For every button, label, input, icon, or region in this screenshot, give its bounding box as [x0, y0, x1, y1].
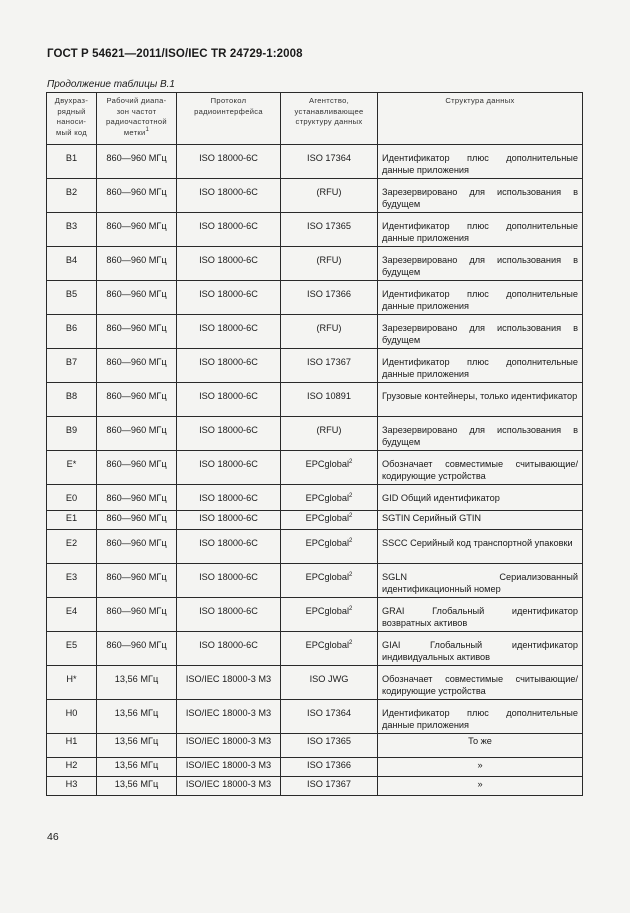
cell-structure: Зарезервировано для использования в будущем [378, 315, 583, 349]
cell-structure: GID Общий идентификатор [378, 485, 583, 511]
cell-structure: Грузовые контейнеры, только идентификатор [378, 383, 583, 417]
cell-protocol: ISO/IEC 18000-3 M3 [177, 758, 281, 777]
table-row [47, 281, 583, 315]
data-structure-table [46, 92, 583, 796]
cell-structure: GIAI Глобальный идентификатор индивидуальных активов [378, 632, 583, 666]
table-caption: Продолжение таблицы В.1 [47, 79, 175, 90]
table-row [47, 383, 583, 417]
cell-code: B8 [47, 383, 97, 417]
table-row [47, 315, 583, 349]
table-header-row [47, 93, 583, 145]
cell-code: E1 [47, 511, 97, 530]
table-row [47, 145, 583, 179]
table-row [47, 632, 583, 666]
cell-frequency: 13,56 МГц [97, 758, 177, 777]
cell-code: B6 [47, 315, 97, 349]
table-row [47, 417, 583, 451]
cell-agency: EPCglobal$^2$ [281, 485, 378, 511]
cell-protocol: ISO 18000-6C [177, 315, 281, 349]
header-structure: Структура данных [378, 93, 583, 145]
cell-frequency: 860—960 МГц [97, 451, 177, 485]
cell-frequency: 860—960 МГц [97, 281, 177, 315]
cell-agency: (RFU) [281, 247, 378, 281]
cell-structure: Идентификатор плюс дополнительные данные приложения [378, 281, 583, 315]
cell-structure: » [378, 758, 583, 777]
cell-structure: Зарезервировано для использования в будущем [378, 247, 583, 281]
cell-agency: EPCglobal$^2$ [281, 451, 378, 485]
cell-agency: ISO 10891 [281, 383, 378, 417]
table-row [47, 511, 583, 530]
cell-frequency: 860—960 МГц [97, 530, 177, 564]
cell-code: H* [47, 666, 97, 700]
cell-protocol: ISO 18000-6C [177, 511, 281, 530]
cell-agency: EPCglobal$^2$ [281, 511, 378, 530]
header-agency: Агентство, устанавливающее структуру данных [281, 93, 378, 145]
header-protocol: Протокол радиоинтерфейса [177, 93, 281, 145]
cell-structure: » [378, 777, 583, 796]
table-row [47, 247, 583, 281]
cell-structure: То же [378, 734, 583, 758]
table-body [47, 145, 583, 796]
cell-protocol: ISO/IEC 18000-3 M3 [177, 777, 281, 796]
cell-protocol: ISO 18000-6C [177, 530, 281, 564]
cell-structure: GRAI Глобальный идентификатор возвратных активов [378, 598, 583, 632]
cell-frequency: 860—960 МГц [97, 632, 177, 666]
footnote-mark: 2 [349, 572, 353, 578]
cell-agency: ISO 17367 [281, 777, 378, 796]
cell-agency: (RFU) [281, 315, 378, 349]
cell-frequency: 860—960 МГц [97, 383, 177, 417]
cell-agency: ISO 17366 [281, 758, 378, 777]
cell-code: E4 [47, 598, 97, 632]
cell-frequency: 860—960 МГц [97, 417, 177, 451]
cell-agency: ISO 17366 [281, 281, 378, 315]
cell-protocol: ISO 18000-6C [177, 383, 281, 417]
table-row [47, 451, 583, 485]
cell-agency: (RFU) [281, 417, 378, 451]
cell-protocol: ISO 18000-6C [177, 247, 281, 281]
cell-agency: ISO 17364 [281, 700, 378, 734]
cell-structure: Зарезервировано для использования в будущем [378, 179, 583, 213]
cell-agency: ISO 17367 [281, 349, 378, 383]
cell-code: E5 [47, 632, 97, 666]
cell-agency: ISO JWG [281, 666, 378, 700]
cell-structure: SGLN Сериализованный идентификационный номер [378, 564, 583, 598]
cell-structure: Идентификатор плюс дополнительные данные приложения [378, 145, 583, 179]
header-footnote-mark: 1 [145, 126, 150, 133]
cell-protocol: ISO 18000-6C [177, 145, 281, 179]
cell-structure: Зарезервировано для использования в будущем [378, 417, 583, 451]
footnote-mark: 2 [349, 640, 353, 646]
cell-protocol: ISO 18000-6C [177, 281, 281, 315]
cell-agency: EPCglobal$^2$ [281, 564, 378, 598]
cell-code: E0 [47, 485, 97, 511]
table-row [47, 530, 583, 564]
cell-protocol: ISO 18000-6C [177, 485, 281, 511]
cell-structure: Идентификатор плюс дополнительные данные приложения [378, 213, 583, 247]
cell-code: B3 [47, 213, 97, 247]
cell-code: B2 [47, 179, 97, 213]
cell-agency: ISO 17364 [281, 145, 378, 179]
cell-frequency: 13,56 МГц [97, 666, 177, 700]
cell-code: B7 [47, 349, 97, 383]
footnote-mark: 2 [349, 459, 353, 465]
cell-code: H0 [47, 700, 97, 734]
table-row [47, 349, 583, 383]
cell-agency: EPCglobal$^2$ [281, 598, 378, 632]
footnote-mark: 2 [349, 493, 353, 499]
footnote-mark: 2 [349, 606, 353, 612]
cell-structure: SSCC Серийный код транспортной упаковки [378, 530, 583, 564]
cell-frequency: 13,56 МГц [97, 734, 177, 758]
cell-code: H2 [47, 758, 97, 777]
footnote-mark: 2 [349, 513, 353, 519]
table-row [47, 598, 583, 632]
table-row [47, 734, 583, 758]
cell-protocol: ISO 18000-6C [177, 179, 281, 213]
table-row [47, 213, 583, 247]
cell-code: B9 [47, 417, 97, 451]
cell-frequency: 860—960 МГц [97, 564, 177, 598]
header-frequency: Рабочий диапа-зон частот радиочастотной метки$^1$ [97, 93, 177, 145]
cell-frequency: 860—960 МГц [97, 213, 177, 247]
cell-protocol: ISO 18000-6C [177, 451, 281, 485]
cell-protocol: ISO 18000-6C [177, 564, 281, 598]
cell-frequency: 860—960 МГц [97, 315, 177, 349]
cell-frequency: 13,56 МГц [97, 777, 177, 796]
table-row [47, 179, 583, 213]
cell-protocol: ISO 18000-6C [177, 632, 281, 666]
header-code: Двухраз-рядный наноси-мый код [47, 93, 97, 145]
cell-protocol: ISO/IEC 18000-3 M3 [177, 666, 281, 700]
table-row [47, 700, 583, 734]
cell-frequency: 860—960 МГц [97, 349, 177, 383]
cell-agency: EPCglobal$^2$ [281, 530, 378, 564]
cell-agency: ISO 17365 [281, 213, 378, 247]
cell-structure: Обозначает совместимые считывающие/кодирующие устройства [378, 666, 583, 700]
cell-code: E* [47, 451, 97, 485]
cell-agency: EPCglobal$^2$ [281, 632, 378, 666]
cell-code: B4 [47, 247, 97, 281]
cell-structure: Идентификатор плюс дополнительные данные приложения [378, 349, 583, 383]
cell-frequency: 13,56 МГц [97, 700, 177, 734]
cell-structure: SGTIN Серийный GTIN [378, 511, 583, 530]
table-row [47, 485, 583, 511]
cell-frequency: 860—960 МГц [97, 145, 177, 179]
cell-protocol: ISO 18000-6C [177, 213, 281, 247]
cell-frequency: 860—960 МГц [97, 179, 177, 213]
cell-code: B1 [47, 145, 97, 179]
cell-agency: (RFU) [281, 179, 378, 213]
cell-frequency: 860—960 МГц [97, 247, 177, 281]
cell-frequency: 860—960 МГц [97, 511, 177, 530]
cell-protocol: ISO 18000-6C [177, 349, 281, 383]
cell-frequency: 860—960 МГц [97, 598, 177, 632]
cell-code: H3 [47, 777, 97, 796]
table-row [47, 758, 583, 777]
cell-protocol: ISO 18000-6C [177, 598, 281, 632]
page-number: 46 [47, 831, 59, 843]
cell-structure: Обозначает совместимые считывающие/кодирующие устройства [378, 451, 583, 485]
footnote-mark: 2 [349, 538, 353, 544]
table-row [47, 564, 583, 598]
cell-protocol: ISO 18000-6C [177, 417, 281, 451]
cell-code: E3 [47, 564, 97, 598]
table-row [47, 777, 583, 796]
cell-agency: ISO 17365 [281, 734, 378, 758]
cell-frequency: 860—960 МГц [97, 485, 177, 511]
cell-code: E2 [47, 530, 97, 564]
cell-structure: Идентификатор плюс дополнительные данные приложения [378, 700, 583, 734]
cell-protocol: ISO/IEC 18000-3 M3 [177, 700, 281, 734]
standard-title: ГОСТ Р 54621—2011/ISO/IEC TR 24729-1:2008 [47, 48, 303, 60]
table-row [47, 666, 583, 700]
cell-code: B5 [47, 281, 97, 315]
cell-protocol: ISO/IEC 18000-3 M3 [177, 734, 281, 758]
cell-code: H1 [47, 734, 97, 758]
